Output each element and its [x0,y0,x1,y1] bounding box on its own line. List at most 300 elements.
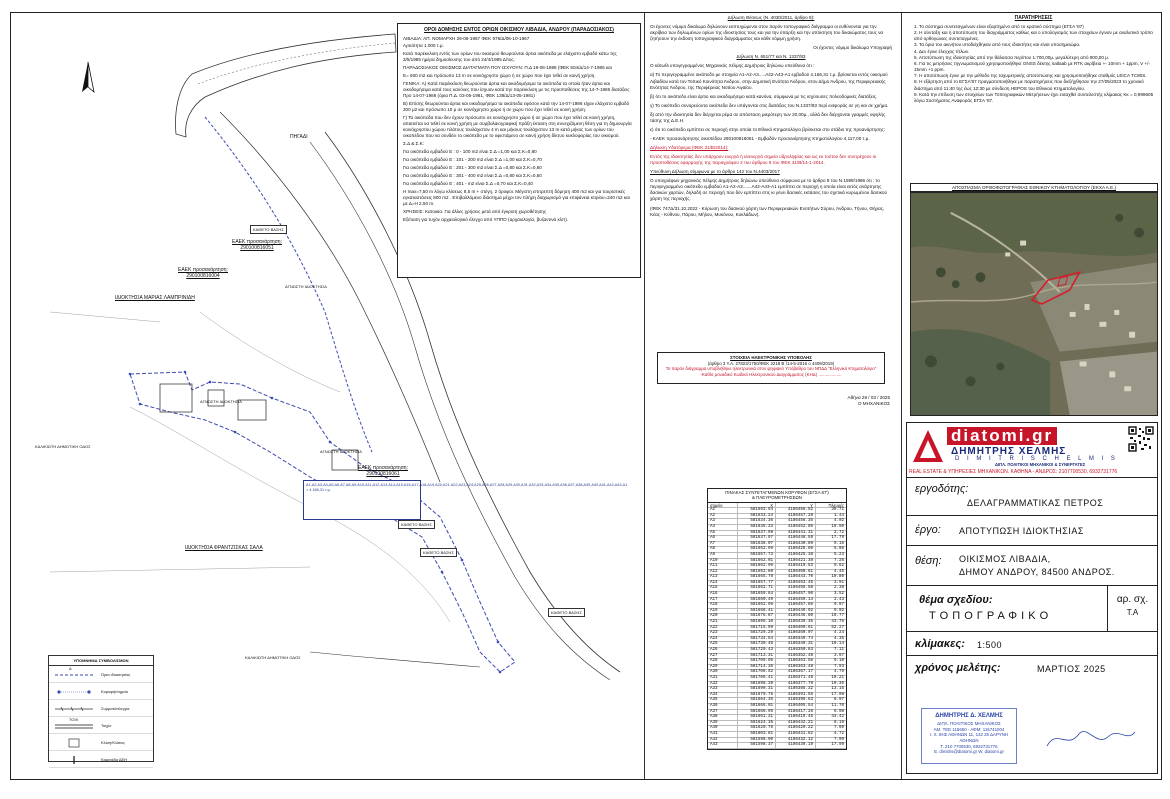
declaration-paragraph: (ΦΕΚ 747Δ/31.10.2022 - Κύρωση του δασικού χάρτη των Περιφερειακών Ενοτήτων Σύρου, Άνδρου, Τήνου, Θήρας, Κέας - Κύθνου, Πάρου, Μήλου, Μυκόνου, Κυκλάδων). [650,205,885,217]
table-cell: 2.72 [833,530,844,535]
table-cell: 4186456.52 [776,508,816,513]
orthophoto-image [911,193,1157,415]
notes-title: ΟΡΟΙ ΔΟΜΗΣΗΣ ΕΝΤΟΣ ΟΡΙΩΝ ΟΙΚΙΣΜΟΥ ΛΙΒΑΔΙΑ, ΑΝΔΡΟΥ (ΠΑΡΑΔΟΣΙΑΚΟΣ) [424,27,614,33]
legend-symbol-icon [55,671,93,679]
location-label: θέση: [915,555,942,567]
scale-label: κλίμακες: [915,638,965,650]
table-cell: 581713.31 [738,654,776,659]
scale-value: 1:500 [977,640,1003,650]
table-cell: 4186419.45 [776,715,816,720]
table-cell: 10.14 [831,642,844,647]
table-cell: 4186399.63 [776,698,816,703]
table-cell: 4186352.48 [776,654,816,659]
table-cell: 581662.96 [738,564,776,569]
legend-row [49,717,153,734]
table-cell: 7.60 [833,726,844,731]
table-cell: 4.72 [833,731,844,736]
table-cell: 581676.87 [738,614,776,619]
logo-triangle-icon [911,428,945,466]
table-cell: 4186426.60 [776,547,816,552]
table-cell: 4186459.14 [776,598,816,603]
table-cell: 4186349.31 [776,642,816,647]
label-pigadi: ΠΗΓΑΔΙ [290,134,308,140]
drawing-number-label: αρ. σχ. [1116,594,1149,605]
company-subtitle: ΔΙΠΛ. ΠΟΛΙΤΙΚΟΙ ΜΗΧΑΝΙΚΟΙ & ΣΥΝΕΡΓΑΤΕΣ [995,462,1086,467]
legend-symbol-text: ΤΟΙΧ [69,717,79,722]
table-cell: 2.38 [833,586,844,591]
table-cell: 52.27 [831,625,844,630]
table-cell: 4186457.28 [776,514,816,519]
building-outline [160,384,192,412]
declaration-paragraph: Δήλωση Θέσεως (Ν. 4030/2011, άρθρο 8): [727,15,815,20]
table-body [708,508,846,749]
declaration-paragraph: α) Το περιγεγραμμένο οικόπεδο με στοιχεία Α1-Α2-Α3.....Α42-Α43-Α1 εμβαδού 4.166,31 τ.μ. βρίσκεται εντός οικισμού Λιβαδίου κατά τον Τοπικό Κοινότητα Άνδρου, στην Δημοτική Ενότητα Άνδρου, στον Δήμο Άνδρου, της Περιφερειακής Ενότητας Άνδρου, της Περιφέρειας Νοτίου Αιγαίου. [650,72,888,90]
table-cell: A43 [708,743,738,748]
note-paragraph: ΧΡΗΣΕΙΣ: Κατοικία. Για άλλες χρήσεις μετά από έγκριση χωροθέτησης [403,208,547,214]
table-cell: 4.79 [833,670,844,675]
table-cell: A1 [708,508,738,513]
label-box-3: ΚΑΘΕΤΟ ΒΑΣΗΣ [398,520,435,529]
remark-item: 4. Δεν έγινε έλεγχος τίτλων. [914,48,970,54]
table-cell: 4186371.48 [776,676,816,681]
note-paragraph: ΛΙΒΑΔΙΑ: ΑΠ. ΝΟΜΑΡΧΗ 29-06-1967 ΦΕΚ 976/Δ/06-10-1967 [403,35,530,41]
e-sign-text: Το παρόν διάγραμμα υποβλήθηκε ηλεκτρονικά στον ψηφιακό Υπόβαθρο του ΝΠΔΔ "Ελληνικό Κτηματολόγιο" -Καθίσ μοναδικό Κωδικό Ηλεκτρονικού Διαγράμματος (ΚΗΔ) ................... [665,366,877,378]
table-cell: 43.75 [831,620,844,625]
subject-value: Τ Ο Π Ο Γ Ρ Α Φ Ι Κ Ο [929,610,1049,622]
note-paragraph: Αρτιότητα 1.000 τ.μ. [403,43,444,49]
table-cell: A24 [708,637,738,642]
table-cell: 581709.95 [738,659,776,664]
label-road-2: ΚΑΛΙΚΙΩΤΗ ΔΗΜΟΤΙΚΗ ΟΔΟΣ [245,655,301,660]
remarks-list [912,24,1155,104]
stamp-line3: Ι. Χ. 8ΗΣ ΑΘΗΝΩΝ 11, 132 25 ΔΑΡΥΝΗ ΑΘΗΝΩΝ [929,732,1009,743]
table-cell: 17.08 [831,692,844,697]
table-cell: 4186439.35 [776,620,816,625]
table-cell: 581603.81 [738,732,776,737]
company-logo [907,423,1157,478]
location-line1: ΟΙΚΙΣΜΟΣ ΛΙΒΑΔΙΑ, [959,554,1051,564]
table-cell: 4186446.80 [776,614,816,619]
table-cell: 581593.54 [738,508,776,513]
building-outline [238,400,266,420]
note-paragraph: Για οικόπεδα εμβαδού Ε : 301 - 400 m2 είναι Σ.Δ =0,80 και Σ.Κ=0,50 [403,172,542,178]
declaration-paragraph: Οι έχοντες νόμιμο δικαίωμα Υπογραφή [813,45,892,51]
table-cell: A7 [708,542,738,547]
table-cell: A23 [708,631,738,636]
table-cell: 4186417.26 [776,710,816,715]
table-cell: A10 [708,559,738,564]
legend-title: ΥΠΟΜΝΗΜΑ ΣΥΜΒΟΛΙΣΜΩΝ [49,656,153,666]
header-sides: Πλευρές [828,502,844,508]
table-cell: A33 [708,687,738,692]
table-cell: 581620.75 [738,726,776,731]
engineer-stamp [921,708,1017,764]
coordinates-table-title [708,489,846,503]
table-cell: 17.79 [831,536,844,541]
legend-label: Τοιχίο [101,723,112,728]
declaration-paragraph: ε) ότι το οικόπεδο εμπίπτει σε περιοχή στην οποία το Εθνικό Κτηματολόγιο βρίσκεται στο στάδιο της προανάρτησης: [650,126,886,132]
legend-row [49,683,153,700]
terrain-line [50,312,160,322]
drawing-number-value: Τ.Α [1126,608,1139,617]
table-cell: 581598.37 [738,743,776,748]
legend-label: Όρια ιδιοκτησίας [101,672,131,677]
legend-row [49,700,153,717]
row-subject [907,586,1157,632]
table-cell: 6.08 [833,709,844,714]
table-cell: 4186421.38 [776,559,816,564]
table-cell: 581715.99 [738,626,776,631]
table-cell: 581661.31 [738,715,776,720]
table-cell: 3.52 [833,592,844,597]
table-cell: A18 [708,603,738,608]
signature-scribble [1027,708,1151,764]
label-lamprinidi: ΙΔΙΟΚΤΗΣΙΑ ΜΑΡΙΑΣ ΛΑΜΠΡΙΝΙΔΗ [115,295,195,301]
legend-symbol-icon [55,739,93,747]
table-cell: 7.11 [833,648,844,652]
table-cell: 4186350.07 [776,631,816,636]
table-cell: A19 [708,609,738,614]
table-cell: A20 [708,614,738,619]
table-cell: 19.77 [831,614,844,619]
vertex-points [129,371,502,674]
table-cell: 17.99 [831,743,844,748]
note-paragraph: Εξέταση για τυχόν αρχαιολογικό έλεγχο από ΥΠΠΟ (αρχαιολογία, βυζαντινά κλπ). [403,216,569,222]
remark-item: 5. Αποτύπωση της ιδιοκτησίας από την θάλασσα περίπου 1.700,00μ. μεγαλύτερη από 800,00 μ. [914,54,1110,60]
table-cell: 581638.07 [738,542,776,547]
header-y: Υ [776,503,816,508]
table-cell: 4186448.59 [776,536,816,541]
table-cell: 7.26 [833,558,844,563]
label-eaek-3: ΕΑΕΚ προσανάρτηση: 290100816061 [358,465,408,477]
label-box-4: ΚΑΘΕΤΟ ΒΑΣΗΣ [548,608,585,617]
table-cell: A11 [708,564,738,569]
table-cell: A9 [708,553,738,558]
drawing-number-box [1107,586,1157,631]
table-cell: 4186363.48 [776,665,816,670]
stamp-line2: ΑΜ. ΤΕΕ 115650 - ΑΦΜ: 115741004 [933,726,1005,732]
table-cell: 4186400.61 [776,626,816,631]
table-cell: 4.35 [833,636,844,641]
declaration-paragraph: Δήλωση Ν. 651/77 και Ν. 1337/83 [736,54,806,60]
table-cell: 13.15 [831,687,844,692]
table-cell: 581637.98 [738,531,776,536]
declaration-paragraph: β) ότι το οικόπεδο είναι άρτιο και οικοδομήσιμο κατά κανόνα, σύμφωνα με τις ισχύουσες πολεοδομικές διατάξεις. [650,93,878,99]
table-cell: 581662.88 [738,570,776,575]
label-box-1: ΚΑΘΕΤΟ ΒΑΣΗΣ [250,225,287,234]
table-cell: 4186405.54 [776,704,816,709]
date-text: Αθήνα 28 / 03 / 2025 [847,395,890,400]
row-employer [907,478,1157,516]
company-tagline: REAL ESTATE & ΥΠΗΡΕΣΙΕΣ ΜΗΧΑΝΙΚΩΝ. ΚΑΘΗΝΑ - ΑΝΔΡΟΣ: 2107700530, 6932731776 [909,469,1118,475]
header-point: σημείο [708,503,738,508]
property-boundary [130,372,515,672]
table-cell: 4.02 [833,519,844,524]
table-cell: 4186349.74 [776,637,816,642]
note-paragraph: ΓΕΝΙΚΑ: Α) Κατά παρέκκλιση θεωρούνται άρτια και οικοδομήσιμα τα οικόπεδα τα οποία ήταν άρτια και οικοδομήσιμα κατά τους κανόνες που ίσχυαν κατά την παρέκκλιση με τις προϋποθέσεις της 14-7-1986 διατάξεις Προ 14-07-1986 (όρια Π.Δ. 03-05-1981, ΦΕΚ 138/Δ/13-05-1981) [403,81,630,99]
table-cell: 9.62 [833,564,844,569]
label-road-1: ΚΑΛΙΚΙΩΤΗ ΔΗΜΟΤΙΚΗ ΟΔΟΣ [35,444,91,449]
table-cell: 7.93 [833,664,844,669]
label-frantziskaki: ΙΔΙΟΚΤΗΣΙΑ ΦΡΑΝΤΖΙΣΚΑΣ ΣΑΛΑ [185,545,263,551]
table-cell: A2 [708,514,738,519]
note-paragraph: Β) Επίσης θεωρούνται άρτια και οικοδομήσιμα τα οικόπεδα εφόσον κατά την 14-07-1986 είχαν ελάχιστο εμβαδό 300 μ2 και πρόσωπο 10 μ σε κοινόχρηστο χώρο ή σε χώρο που έχει τεθεί σε κοινή χρήση. [403,101,630,113]
table-cell: 7.09 [833,737,844,742]
table-cell: 581624.35 [738,721,776,726]
table-cell: 581657.77 [738,581,776,586]
table-cell: 4186452.86 [776,525,816,530]
subject-label: θέμα σχεδίου: [919,594,993,606]
table-cell: 6.07 [833,698,844,703]
table-cell: A14 [708,581,738,586]
table-title-line1: ΠΙΝΑΚΑΣ ΣΥΝΤΕΤΑΓΜΕΝΩΝ ΚΟΡΥΦΩΝ (ΕΓΣΑ 87') [725,490,829,495]
table-cell: 581666.95 [738,710,776,715]
signer-text: Ο ΜΗΧΑΝΙΚΟΣ [857,401,890,407]
e-sign-title: ΣΤΟΙΧΕΙΑ ΗΛΕΚΤΡΟΝΙΚΗΣ ΥΠΟΒΟΛΗΣ [730,355,812,360]
stamp-line5: Ε. dimitris@diatomi.gr W. diatomi.gr [934,749,1004,755]
table-cell: 581662.96 [738,603,776,608]
label-unknown-1: ΑΓΝΩΣΤΗ ΙΔΙΟΚΤΗΣΙΑ [285,284,327,289]
stamp-name: ΔΗΜΗΤΡΗΣ Δ. ΧΕΛΜΗΣ [935,713,1003,719]
table-cell: 581720.43 [738,648,776,653]
table-cell: A12 [708,570,738,575]
table-cell: A37 [708,710,738,715]
table-cell: 4186442.21 [776,721,816,726]
table-cell: 581598.90 [738,738,776,743]
table-cell: 2.43 [833,597,844,602]
table-cell: 4186391.55 [776,693,816,698]
road-bottom [310,652,480,667]
table-cell: 10.35 [831,681,844,686]
north-arrow-icon [82,62,94,92]
legend-label: Κορυφή/σημείο [101,689,129,694]
column-separator [901,13,902,779]
table-cell: A13 [708,575,738,580]
building-terms-notes [397,23,641,278]
orthophoto-title: ΑΠΟΣΠΑΣΜΑ ΟΡΘΟΦΩΤΟΓΡΑΦΙΑΣ ΕΘΝΙΚΟΥ ΚΤΗΜΑΤΟΛΟΓΙΟΥ (ΕΚΧΑ Α.Ε.) [910,183,1158,192]
label-unknown-3: ΑΓΝΩΣΤΗ ΙΔΙΟΚΤΗΣΙΑ [200,399,242,404]
brand-name: diatomi.gr [947,427,1057,445]
time-label: χρόνος μελέτης: [915,662,1001,674]
table-cell: 581708.52 [738,670,776,675]
location-line2: ΔΗΜΟΥ ΑΝΔΡΟΥ, 84500 ΑΝΔΡΟΣ. [959,567,1115,577]
table-cell: A31 [708,676,738,681]
table-cell: A16 [708,592,738,597]
header-x: Χ [738,503,776,508]
table-cell: 4186463.45 [776,581,816,586]
table-cell: A36 [708,704,738,709]
table-cell: 4186377.79 [776,682,816,687]
remarks-title: ΠΑΡΑΤΗΡΗΣΕΙΣ [1014,15,1053,21]
table-cell: A8 [708,547,738,552]
remark-item: 3. Τα όρια του ακινήτου υποδείχθηκαν από τους ιδιοκτήτες και είναι υποσημειώμα. [914,42,1081,48]
table-cell: A34 [708,693,738,698]
employer-label: εργοδότης: [915,483,969,495]
note-paragraph: Για οικόπεδα εμβαδού Ε : 201 - 300 m2 είναι Σ.Δ =0,80 και Σ.Κ=0,60 [403,164,542,170]
table-cell: 581668.41 [738,609,776,614]
legend [48,655,154,762]
table-cell: A42 [708,738,738,743]
table-cell: 581690.31 [738,687,776,692]
signature-date [780,395,890,408]
table-cell: 11.70 [831,703,844,708]
table-cell: 581664.35 [738,698,776,703]
legend-symbol-icon [55,705,93,713]
terrain-line [50,567,310,572]
table-cell: 581665.78 [738,575,776,580]
table-cell: 581659.64 [738,592,776,597]
table-cell: 581706.41 [738,676,776,681]
declaration-paragraph: Υπεύθυνη Δήλωση σύμφωνα με το άρθρο 142 του Ν.4403/2017 [650,169,780,175]
row-project [907,516,1157,546]
note-paragraph: Ε= 600 m2 και πρόσωπο 13 m σε κοινόχρηστο χώρο ή σε χώρο που έχει τεθεί σε κοινή χρήση. [403,73,596,79]
remark-item: 6. Για τις μετρήσεις τηγνωματισμού χρησιμοποιήθηκε GNSS δέκτης satlaab με RTK ακρίβεια +- 10mm + 1ppm, V +/- 15mm +1 ppm. [914,60,1150,73]
table-cell: A4 [708,525,738,530]
table-cell: 4186385.32 [776,687,816,692]
declaration-paragraph: γ) Το οικόπεδο συνορεύοντα οικόπεδα δεν υπάγονται στις διατάξεις του Ν.1337/83 περί εισφοράς σε γη και σε χρήμα. [650,102,889,108]
table-cell: 4186431.82 [776,732,816,737]
table-cell: 581662.01 [738,559,776,564]
table-cell: 10.50 [831,524,844,529]
table-cell: 4186367.17 [776,670,816,675]
table-cell: A22 [708,626,738,631]
note-paragraph: Σ.Δ & Σ.Κ: [403,141,425,147]
table-cell: 4186456.35 [776,519,816,524]
qr-code-icon [1128,426,1154,452]
table-cell: 4186457.90 [776,592,816,597]
table-cell: 4186432.12 [776,738,816,743]
table-cell: 4186410.53 [776,564,816,569]
table-cell: A35 [708,698,738,703]
row-scale [907,632,1157,656]
notes-list [403,36,635,223]
table-cell: 4186400.61 [776,570,816,575]
table-cell: A40 [708,726,738,731]
table-row [708,743,846,749]
table-cell: 4.45 [833,569,844,574]
table-cell: 581652.99 [738,547,776,552]
title-block [906,422,1158,774]
table-cell: 10.21 [831,675,844,680]
table-cell: A28 [708,659,738,664]
note-paragraph: Για οικόπεδα εμβαδού Ε : 101 - 200 m2 είναι Σ.Δ =1,00 και Σ.Κ=0,70 [403,156,542,162]
table-cell: 4186449.92 [776,609,816,614]
table-cell: 4186443.70 [776,575,816,580]
table-cell: A30 [708,670,738,675]
table-cell: 581634.36 [738,519,776,524]
project-value: ΑΠΟΤΥΠΩΣΗ ΙΔΙΟΚΤΗΣΙΑΣ [959,526,1084,536]
orthophoto [910,192,1158,416]
declaration-paragraph: Ο κάτωθι υπογεγραμμένος Μηχανικός Χέλμης Δημήτριος δηλώνω υπεύθυνα ότι : [650,63,815,69]
table-cell: 3.91 [833,580,844,585]
table-cell: 39.71 [831,508,844,513]
remarks [906,12,1161,182]
table-cell: 581730.46 [738,642,776,647]
table-cell: 4186430.89 [776,542,816,547]
declaration-paragraph: Εντός της ιδιοκτησίας δεν υπάρχουν ενεργά ή ανενεργά σημεία υδροληψίας και ως εκ τούτου δεν συντρέχουν οι προϋποθέσεις εφαρμογής της παραγράφου 2 του άρθρου 8 του ΦΕΚ 31/Β/14-1-2014. [650,154,877,166]
table-cell: 9.02 [833,608,844,613]
road-strip-upper-inner [198,43,395,84]
declaration-paragraph: Οι έχοντες νόμιμο δικαίωμα δηλώνουν εκπτυχώμενοι στον παρόν τοπογραφικό διάγραμμα οι ευθύνονται για την ακρίβεια των δηλωμένων ορίων της ιδιοκτησίας τους και για την ύπαρξη και την απόκτηση του δικαιώματος τους να ζητήσουν την έκδοση τοπογραφικού διαγράμματος και κάθε νόμιμη χρήση. [650,24,884,42]
legend-symbol-icon [55,688,93,696]
table-cell: 581729.29 [738,631,776,636]
table-cell: 4186457.86 [776,603,816,608]
table-cell: A5 [708,531,738,536]
table-cell: 581662.71 [738,586,776,591]
table-cell: 10.80 [831,575,844,580]
declaration-paragraph: Δήλωση Υδατόρεμα (ΦΕΚ 31/Β/2014): [650,145,729,150]
table-cell: A21 [708,620,738,625]
table-cell: 9.87 [833,603,844,608]
company-name: ΔΗΜΗΤΡΗΣ ΧΕΛΜΗΣ [951,446,1067,457]
note-paragraph: Κατά παρέκκλιση εντός των ορίων του οικισμού θεωρούνται άρτια οικόπεδα με ελάχιστο εμβαδό κάτω της 3/5/1985 ημέρα δημοσίευσης του από 24/4/1985 Δ/τος. [403,51,617,63]
table-cell: A32 [708,682,738,687]
table-cell: A38 [708,715,738,720]
table-cell: 43.42 [831,715,844,720]
note-paragraph: ΠΑΡΑΔΟΣΙΑΚΟΣ ΟΙΚΙΣΜΟΣ ΔΙΑΤΑΓΜΑΤΑ ΠΟΥ ΙΣΧΥΟΥΝ: Π.Δ 19-06-1986 (ΦΕΚ 504/Δ/14-7-1986 και [403,65,612,71]
table-title-line2: & ΠΛΕΥΡΟΜΕΤΡΗΣΕΩΝ [752,495,802,501]
note-paragraph: Γ) Τα οικόπεδα που δεν έχουν πρόσωπο σε κοινόχρηστο χώρο ή σε χώρο που έχει τεθεί σε κοινή χρήση, απαιτείται να τεθεί σε κοινή χρήση με συμβολαιογραφική πράξη έκταση στη συνεχιζόμενη θέση για τη δημιουργία κοινόχρηστου χώρου πλάτους τουλάχιστον 4 m και μήκους τουλάχιστον 13 m κατά μήκος των ορίων του οικοπέδου που να συνδέει το οικόπεδο με το υφιστάμενο σε κοινή χρήση δίκτυο κυκλοφορίας του οικισμού. [403,115,632,139]
declarations-text [650,15,892,221]
company-name-latin: D I M I T R I S C H E L M I S [955,456,1118,462]
time-value: ΜΑΡΤΙΟΣ 2025 [1037,664,1106,674]
coordinates-table [707,488,847,750]
table-cell: A6 [708,536,738,541]
employer-value: ΔΕΛΑΓΡΑΜΜΑΤΙΚΑΣ ΠΕΤΡΟΣ [967,498,1104,508]
note-paragraph: H max=7,50 m λόγω κλίσεως 8,5 m + στέγη, 2 όροφοι. Μέγιστη επιτρεπτή δόμηση 400 m2 και για τουριστικές εγκαταστάσεις 800 m2 . Επιβαλλόμενο διάστημα μέχρι τον πλήρη διαχωρισμό για επιφάνεια κτιρίου=240 m2 και με Δ=Η 2,50 m. [403,188,630,206]
table-cell: 4.24 [833,631,844,636]
table-cell: 5.23 [833,552,844,557]
table-cell: 9.10 [833,659,844,664]
row-location [907,546,1157,586]
table-cell: 3.67 [833,653,844,658]
legend-label: Κλίση/Κλίσεις [101,740,125,745]
label-eaek-1: ΕΑΕΚ προσανάρτηση: 290100816051 [232,239,282,251]
e-sign-law: (άρθρο 3 Υ.Α. 27823/1750/ΦΕΚ 2218 Β΄/14-5-2016 ο 4409/2019) [707,360,835,366]
electronic-submission-box [657,352,885,384]
table-cell: 581679.75 [738,693,776,698]
note-paragraph: Για οικόπεδα εμβαδού Ε : 0 - 100 m2 είναι Σ.Δ =1,00 και Σ.Κ=0,80 [403,149,537,154]
table-cell: 4186429.22 [776,726,816,731]
table-cell: 4186441.31 [776,531,816,536]
table-cell: 581734.54 [738,637,776,642]
legend-row [49,734,153,751]
label-eaek-2: ΕΑΕΚ προσανάρτηση: 290100816004 [178,267,228,279]
table-cell: A25 [708,642,738,647]
declaration-paragraph: Ο υπογράφων μηχανικός Χέλμης Δημήτριος δηλώνω υπεύθυνα σύμφωνα με το άρθρο 8 του Ν.1599/1986 ότι : το περιγεγραμμένο οικόπεδο εμβαδού Α1-Α2-Α3.......Α42-Α43-Α1 εμπίπτει σε περιοχή η οποία είναι εκτός ανάρτησης δασικών χαρτών, δηλαδή σε περιοχή που δεν εμπίπτει στις κι γένει δασικές εκτάσεις του σχετικά κυρωμένου δασικού χάρτη της περιοχής. [650,178,887,202]
label-box-2: ΚΑΘΕΤΟ ΒΑΣΗΣ [420,548,457,557]
legend-rows [49,666,153,768]
table-cell: 4186350.83 [776,648,816,653]
legend-label: Καμινάδα ΔΕΗ [101,757,128,762]
remark-item: 2. Η σύνταξη και η αποτύπωση του διαγράμματος καθώς και ο υπολογισμός των στοιχείων έγιναν με αναλυτικό τρόπο από ορθογώνιες συντεταγμένες. [914,29,1153,42]
table-cell: 581660.49 [738,598,776,603]
declaration-paragraph: δ) από την ιδιοκτησία δεν διέρχεται ρέμα σε απόσταση μικρότερη των 20,00μ., αλλά δεν διέρχονται γραμμές υψηλής τάσης της Δ.Ε.Η. [650,111,886,123]
table-cell: A17 [708,598,738,603]
remark-item: 1. Το σύστημα συντεταγμένων είναι εξαρτημένο από το κρατικό σύστημα (ΕΓΣΑ '87) [914,23,1084,29]
table-cell: A3 [708,519,738,524]
table-cell: 581636.33 [738,525,776,530]
remark-item: 8. Η εξάρτηση από το ΕΓΣΑ'87 πραγματοποιήθηκε με παρατηρήσεις που διεξήχθησαν την 27/05/2023 το χρονικό διάστημα από 11:40 της έως 12:30 με σύνδεση ΗΕΡΟS του Εθνικού Κτηματολογίου. [914,79,1144,91]
terrain-line [200,312,340,392]
declaration-paragraph: - ΚΑΕΚ προσανάρτησης οικοπέδου 290100816061 - Εμβαδόν προσανάρτησης Κτηματολογίου 4.117,00 τ.μ. [650,135,870,141]
table-cell: 4186456.58 [776,586,816,591]
table-cell: 5.86 [833,547,844,552]
table-cell: 1.44 [833,513,844,518]
label-unknown-2: ΑΓΝΩΣΤΗ ΙΔΙΟΚΤΗΣΙΑ [320,449,362,454]
legend-row [49,666,153,683]
table-cell: 581666.01 [738,704,776,709]
